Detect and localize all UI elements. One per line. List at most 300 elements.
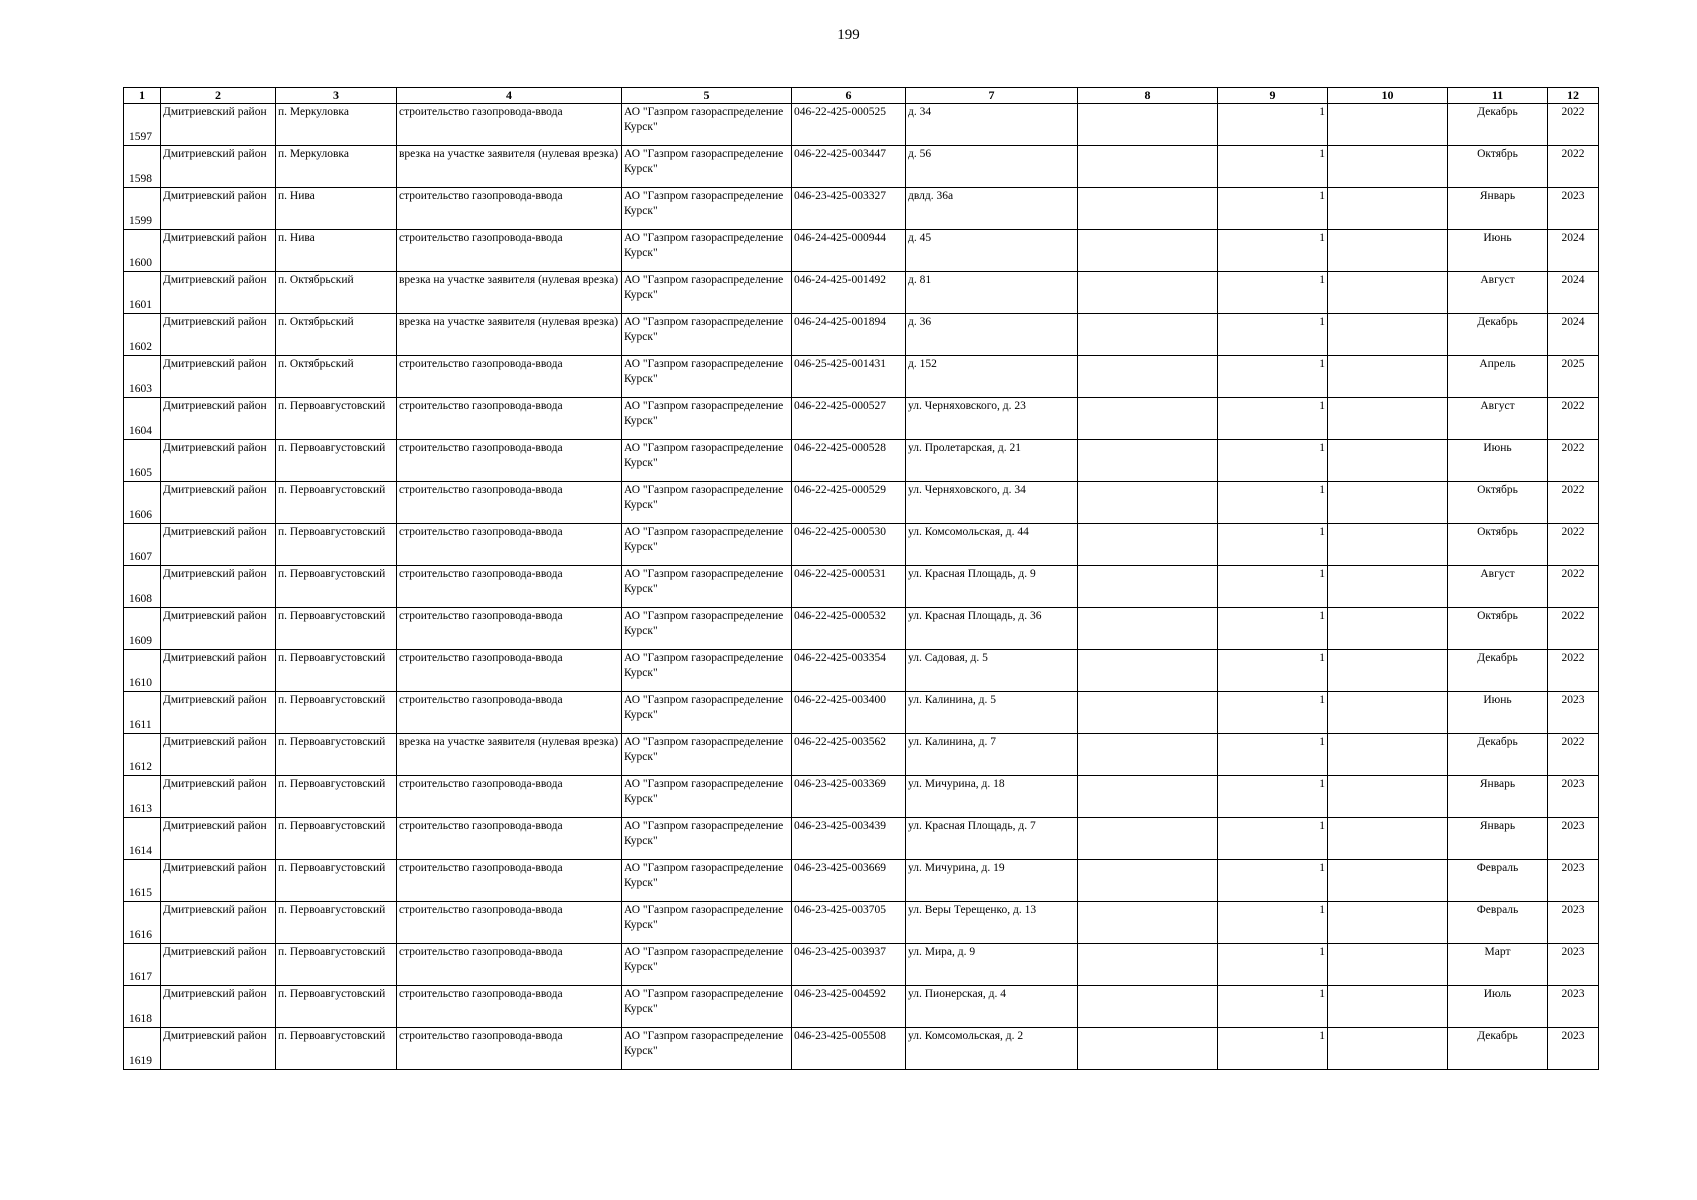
row-number: 1600: [124, 230, 161, 272]
column-10-cell: [1328, 944, 1448, 986]
address-cell: ул. Пролетарская, д. 21: [906, 440, 1078, 482]
quantity-cell: 1: [1218, 398, 1328, 440]
year-cell: 2023: [1548, 944, 1599, 986]
application-code-cell: 046-22-425-000532: [792, 608, 906, 650]
column-header: 8: [1078, 88, 1218, 104]
year-cell: 2022: [1548, 734, 1599, 776]
month-cell: Февраль: [1448, 860, 1548, 902]
address-cell: д. 56: [906, 146, 1078, 188]
address-cell: ул. Пионерская, д. 4: [906, 986, 1078, 1028]
year-cell: 2023: [1548, 860, 1599, 902]
settlement-cell: п. Первоавгустовский: [276, 902, 397, 944]
organization-cell: АО "Газпром газораспределение Курск": [622, 776, 792, 818]
column-8-cell: [1078, 734, 1218, 776]
settlement-cell: п. Первоавгустовский: [276, 608, 397, 650]
organization-cell: АО "Газпром газораспределение Курск": [622, 272, 792, 314]
quantity-cell: 1: [1218, 356, 1328, 398]
settlement-cell: п. Нива: [276, 188, 397, 230]
quantity-cell: 1: [1218, 146, 1328, 188]
month-cell: Январь: [1448, 776, 1548, 818]
work-type-cell: врезка на участке заявителя (нулевая врезка): [397, 734, 622, 776]
month-cell: Август: [1448, 566, 1548, 608]
application-code-cell: 046-23-425-003669: [792, 860, 906, 902]
settlement-cell: п. Первоавгустовский: [276, 734, 397, 776]
month-cell: Октябрь: [1448, 524, 1548, 566]
column-10-cell: [1328, 608, 1448, 650]
quantity-cell: 1: [1218, 104, 1328, 146]
address-cell: ул. Калинина, д. 5: [906, 692, 1078, 734]
year-cell: 2022: [1548, 608, 1599, 650]
column-header: 6: [792, 88, 906, 104]
district-cell: Дмитриевский район: [161, 650, 276, 692]
column-header: 1: [124, 88, 161, 104]
district-cell: Дмитриевский район: [161, 482, 276, 524]
column-8-cell: [1078, 692, 1218, 734]
application-code-cell: 046-22-425-003400: [792, 692, 906, 734]
year-cell: 2023: [1548, 692, 1599, 734]
quantity-cell: 1: [1218, 818, 1328, 860]
column-8-cell: [1078, 860, 1218, 902]
header-row: [124, 88, 1599, 104]
quantity-cell: 1: [1218, 440, 1328, 482]
row-number: 1603: [124, 356, 161, 398]
application-code-cell: 046-23-425-003705: [792, 902, 906, 944]
month-cell: Июнь: [1448, 692, 1548, 734]
row-number: 1602: [124, 314, 161, 356]
row-number: 1610: [124, 650, 161, 692]
quantity-cell: 1: [1218, 692, 1328, 734]
year-cell: 2023: [1548, 902, 1599, 944]
year-cell: 2023: [1548, 188, 1599, 230]
organization-cell: АО "Газпром газораспределение Курск": [622, 818, 792, 860]
application-code-cell: 046-24-425-001492: [792, 272, 906, 314]
quantity-cell: 1: [1218, 524, 1328, 566]
settlement-cell: п. Меркуловка: [276, 104, 397, 146]
application-code-cell: 046-23-425-003439: [792, 818, 906, 860]
year-cell: 2022: [1548, 482, 1599, 524]
year-cell: 2022: [1548, 650, 1599, 692]
district-cell: Дмитриевский район: [161, 986, 276, 1028]
row-number: 1611: [124, 692, 161, 734]
table-row: [124, 188, 1599, 230]
column-8-cell: [1078, 650, 1218, 692]
application-code-cell: 046-24-425-001894: [792, 314, 906, 356]
column-8-cell: [1078, 104, 1218, 146]
work-type-cell: строительство газопровода-ввода: [397, 860, 622, 902]
month-cell: Декабрь: [1448, 314, 1548, 356]
organization-cell: АО "Газпром газораспределение Курск": [622, 566, 792, 608]
work-type-cell: строительство газопровода-ввода: [397, 524, 622, 566]
month-cell: Декабрь: [1448, 1028, 1548, 1070]
organization-cell: АО "Газпром газораспределение Курск": [622, 104, 792, 146]
month-cell: Январь: [1448, 188, 1548, 230]
address-cell: ул. Калинина, д. 7: [906, 734, 1078, 776]
column-10-cell: [1328, 650, 1448, 692]
address-cell: ул. Садовая, д. 5: [906, 650, 1078, 692]
column-10-cell: [1328, 818, 1448, 860]
application-code-cell: 046-22-425-000527: [792, 398, 906, 440]
column-10-cell: [1328, 104, 1448, 146]
year-cell: 2024: [1548, 272, 1599, 314]
year-cell: 2022: [1548, 440, 1599, 482]
address-cell: д. 152: [906, 356, 1078, 398]
month-cell: Август: [1448, 272, 1548, 314]
address-cell: д. 81: [906, 272, 1078, 314]
row-number: 1607: [124, 524, 161, 566]
application-code-cell: 046-23-425-004592: [792, 986, 906, 1028]
year-cell: 2022: [1548, 146, 1599, 188]
column-header: 12: [1548, 88, 1599, 104]
organization-cell: АО "Газпром газораспределение Курск": [622, 188, 792, 230]
organization-cell: АО "Газпром газораспределение Курск": [622, 692, 792, 734]
quantity-cell: 1: [1218, 608, 1328, 650]
quantity-cell: 1: [1218, 650, 1328, 692]
table-row: [124, 1028, 1599, 1070]
district-cell: Дмитриевский район: [161, 944, 276, 986]
column-10-cell: [1328, 356, 1448, 398]
year-cell: 2023: [1548, 1028, 1599, 1070]
district-cell: Дмитриевский район: [161, 566, 276, 608]
month-cell: Октябрь: [1448, 146, 1548, 188]
work-type-cell: строительство газопровода-ввода: [397, 188, 622, 230]
work-type-cell: строительство газопровода-ввода: [397, 230, 622, 272]
quantity-cell: 1: [1218, 188, 1328, 230]
month-cell: Октябрь: [1448, 608, 1548, 650]
month-cell: Март: [1448, 944, 1548, 986]
organization-cell: АО "Газпром газораспределение Курск": [622, 230, 792, 272]
column-header: 9: [1218, 88, 1328, 104]
table-row: [124, 356, 1599, 398]
column-header: 10: [1328, 88, 1448, 104]
application-code-cell: 046-22-425-003354: [792, 650, 906, 692]
organization-cell: АО "Газпром газораспределение Курск": [622, 524, 792, 566]
work-type-cell: строительство газопровода-ввода: [397, 818, 622, 860]
column-10-cell: [1328, 860, 1448, 902]
organization-cell: АО "Газпром газораспределение Курск": [622, 1028, 792, 1070]
settlement-cell: п. Нива: [276, 230, 397, 272]
year-cell: 2022: [1548, 566, 1599, 608]
district-cell: Дмитриевский район: [161, 524, 276, 566]
column-8-cell: [1078, 1028, 1218, 1070]
column-8-cell: [1078, 566, 1218, 608]
quantity-cell: 1: [1218, 272, 1328, 314]
year-cell: 2023: [1548, 986, 1599, 1028]
quantity-cell: 1: [1218, 734, 1328, 776]
organization-cell: АО "Газпром газораспределение Курск": [622, 650, 792, 692]
column-8-cell: [1078, 398, 1218, 440]
table-row: [124, 902, 1599, 944]
organization-cell: АО "Газпром газораспределение Курск": [622, 146, 792, 188]
organization-cell: АО "Газпром газораспределение Курск": [622, 902, 792, 944]
month-cell: Декабрь: [1448, 650, 1548, 692]
settlement-cell: п. Октябрьский: [276, 314, 397, 356]
table-row: [124, 104, 1599, 146]
column-10-cell: [1328, 692, 1448, 734]
row-number: 1598: [124, 146, 161, 188]
column-header: 5: [622, 88, 792, 104]
table-header: [124, 88, 1599, 104]
month-cell: Декабрь: [1448, 734, 1548, 776]
month-cell: Июль: [1448, 986, 1548, 1028]
work-type-cell: строительство газопровода-ввода: [397, 440, 622, 482]
column-8-cell: [1078, 524, 1218, 566]
row-number: 1609: [124, 608, 161, 650]
settlement-cell: п. Первоавгустовский: [276, 440, 397, 482]
district-cell: Дмитриевский район: [161, 398, 276, 440]
table-row: [124, 608, 1599, 650]
column-10-cell: [1328, 986, 1448, 1028]
column-10-cell: [1328, 146, 1448, 188]
table-body: [124, 104, 1599, 1070]
address-cell: д. 36: [906, 314, 1078, 356]
column-header: 11: [1448, 88, 1548, 104]
organization-cell: АО "Газпром газораспределение Курск": [622, 314, 792, 356]
address-cell: ул. Черняховского, д. 23: [906, 398, 1078, 440]
district-cell: Дмитриевский район: [161, 818, 276, 860]
column-header: 3: [276, 88, 397, 104]
address-cell: д. 45: [906, 230, 1078, 272]
month-cell: Апрель: [1448, 356, 1548, 398]
application-code-cell: 046-22-425-000530: [792, 524, 906, 566]
work-type-cell: строительство газопровода-ввода: [397, 986, 622, 1028]
month-cell: Декабрь: [1448, 104, 1548, 146]
row-number: 1614: [124, 818, 161, 860]
organization-cell: АО "Газпром газораспределение Курск": [622, 860, 792, 902]
column-8-cell: [1078, 776, 1218, 818]
column-10-cell: [1328, 230, 1448, 272]
row-number: 1616: [124, 902, 161, 944]
table-row: [124, 524, 1599, 566]
organization-cell: АО "Газпром газораспределение Курск": [622, 440, 792, 482]
organization-cell: АО "Газпром газораспределение Курск": [622, 608, 792, 650]
district-cell: Дмитриевский район: [161, 440, 276, 482]
column-10-cell: [1328, 734, 1448, 776]
work-type-cell: строительство газопровода-ввода: [397, 944, 622, 986]
column-10-cell: [1328, 440, 1448, 482]
month-cell: Январь: [1448, 818, 1548, 860]
settlement-cell: п. Октябрьский: [276, 272, 397, 314]
month-cell: Февраль: [1448, 902, 1548, 944]
quantity-cell: 1: [1218, 482, 1328, 524]
column-8-cell: [1078, 944, 1218, 986]
table-row: [124, 440, 1599, 482]
address-cell: ул. Мичурина, д. 19: [906, 860, 1078, 902]
row-number: 1597: [124, 104, 161, 146]
application-code-cell: 046-22-425-000528: [792, 440, 906, 482]
row-number: 1599: [124, 188, 161, 230]
quantity-cell: 1: [1218, 566, 1328, 608]
column-10-cell: [1328, 314, 1448, 356]
year-cell: 2022: [1548, 104, 1599, 146]
application-code-cell: 046-24-425-000944: [792, 230, 906, 272]
district-cell: Дмитриевский район: [161, 272, 276, 314]
work-type-cell: строительство газопровода-ввода: [397, 482, 622, 524]
table-row: [124, 314, 1599, 356]
work-type-cell: строительство газопровода-ввода: [397, 650, 622, 692]
district-cell: Дмитриевский район: [161, 902, 276, 944]
column-8-cell: [1078, 230, 1218, 272]
application-code-cell: 046-23-425-003327: [792, 188, 906, 230]
row-number: 1617: [124, 944, 161, 986]
address-cell: ул. Красная Площадь, д. 9: [906, 566, 1078, 608]
address-cell: двлд. 36а: [906, 188, 1078, 230]
work-type-cell: врезка на участке заявителя (нулевая врезка): [397, 314, 622, 356]
work-type-cell: строительство газопровода-ввода: [397, 104, 622, 146]
work-type-cell: строительство газопровода-ввода: [397, 902, 622, 944]
column-10-cell: [1328, 524, 1448, 566]
address-cell: ул. Мичурина, д. 18: [906, 776, 1078, 818]
column-8-cell: [1078, 986, 1218, 1028]
register-table: [123, 87, 1599, 1070]
address-cell: ул. Комсомольская, д. 2: [906, 1028, 1078, 1070]
quantity-cell: 1: [1218, 902, 1328, 944]
column-10-cell: [1328, 1028, 1448, 1070]
table-row: [124, 398, 1599, 440]
district-cell: Дмитриевский район: [161, 860, 276, 902]
row-number: 1608: [124, 566, 161, 608]
row-number: 1619: [124, 1028, 161, 1070]
settlement-cell: п. Первоавгустовский: [276, 524, 397, 566]
table-row: [124, 566, 1599, 608]
table-row: [124, 944, 1599, 986]
column-header: 4: [397, 88, 622, 104]
column-8-cell: [1078, 272, 1218, 314]
column-8-cell: [1078, 314, 1218, 356]
column-8-cell: [1078, 902, 1218, 944]
month-cell: Июнь: [1448, 440, 1548, 482]
year-cell: 2022: [1548, 524, 1599, 566]
settlement-cell: п. Первоавгустовский: [276, 776, 397, 818]
quantity-cell: 1: [1218, 1028, 1328, 1070]
table-row: [124, 692, 1599, 734]
application-code-cell: 046-22-425-000531: [792, 566, 906, 608]
settlement-cell: п. Первоавгустовский: [276, 398, 397, 440]
column-10-cell: [1328, 566, 1448, 608]
district-cell: Дмитриевский район: [161, 608, 276, 650]
row-number: 1618: [124, 986, 161, 1028]
column-8-cell: [1078, 188, 1218, 230]
application-code-cell: 046-25-425-001431: [792, 356, 906, 398]
table-row: [124, 272, 1599, 314]
settlement-cell: п. Первоавгустовский: [276, 482, 397, 524]
settlement-cell: п. Первоавгустовский: [276, 860, 397, 902]
settlement-cell: п. Октябрьский: [276, 356, 397, 398]
quantity-cell: 1: [1218, 944, 1328, 986]
column-10-cell: [1328, 902, 1448, 944]
row-number: 1612: [124, 734, 161, 776]
work-type-cell: строительство газопровода-ввода: [397, 566, 622, 608]
column-10-cell: [1328, 776, 1448, 818]
table-row: [124, 650, 1599, 692]
year-cell: 2024: [1548, 314, 1599, 356]
page-number: 199: [837, 27, 860, 43]
row-number: 1604: [124, 398, 161, 440]
district-cell: Дмитриевский район: [161, 1028, 276, 1070]
district-cell: Дмитриевский район: [161, 692, 276, 734]
address-cell: ул. Черняховского, д. 34: [906, 482, 1078, 524]
application-code-cell: 046-23-425-003369: [792, 776, 906, 818]
address-cell: ул. Мира, д. 9: [906, 944, 1078, 986]
year-cell: 2023: [1548, 776, 1599, 818]
district-cell: Дмитриевский район: [161, 146, 276, 188]
address-cell: ул. Красная Площадь, д. 7: [906, 818, 1078, 860]
organization-cell: АО "Газпром газораспределение Курск": [622, 734, 792, 776]
settlement-cell: п. Первоавгустовский: [276, 650, 397, 692]
settlement-cell: п. Первоавгустовский: [276, 692, 397, 734]
year-cell: 2023: [1548, 818, 1599, 860]
quantity-cell: 1: [1218, 986, 1328, 1028]
application-code-cell: 046-22-425-003562: [792, 734, 906, 776]
table-row: [124, 818, 1599, 860]
application-code-cell: 046-22-425-003447: [792, 146, 906, 188]
settlement-cell: п. Первоавгустовский: [276, 1028, 397, 1070]
organization-cell: АО "Газпром газораспределение Курск": [622, 944, 792, 986]
column-10-cell: [1328, 398, 1448, 440]
application-code-cell: 046-22-425-000525: [792, 104, 906, 146]
column-8-cell: [1078, 356, 1218, 398]
district-cell: Дмитриевский район: [161, 776, 276, 818]
year-cell: 2024: [1548, 230, 1599, 272]
column-header: 2: [161, 88, 276, 104]
application-code-cell: 046-23-425-005508: [792, 1028, 906, 1070]
organization-cell: АО "Газпром газораспределение Курск": [622, 482, 792, 524]
organization-cell: АО "Газпром газораспределение Курск": [622, 398, 792, 440]
application-code-cell: 046-22-425-000529: [792, 482, 906, 524]
district-cell: Дмитриевский район: [161, 356, 276, 398]
address-cell: ул. Комсомольская, д. 44: [906, 524, 1078, 566]
month-cell: Октябрь: [1448, 482, 1548, 524]
column-10-cell: [1328, 482, 1448, 524]
organization-cell: АО "Газпром газораспределение Курск": [622, 356, 792, 398]
column-header: 7: [906, 88, 1078, 104]
district-cell: Дмитриевский район: [161, 188, 276, 230]
table-row: [124, 986, 1599, 1028]
work-type-cell: строительство газопровода-ввода: [397, 692, 622, 734]
settlement-cell: п. Первоавгустовский: [276, 818, 397, 860]
quantity-cell: 1: [1218, 776, 1328, 818]
table-row: [124, 776, 1599, 818]
column-8-cell: [1078, 146, 1218, 188]
column-8-cell: [1078, 440, 1218, 482]
table-row: [124, 482, 1599, 524]
settlement-cell: п. Первоавгустовский: [276, 566, 397, 608]
row-number: 1613: [124, 776, 161, 818]
quantity-cell: 1: [1218, 230, 1328, 272]
month-cell: Август: [1448, 398, 1548, 440]
work-type-cell: строительство газопровода-ввода: [397, 608, 622, 650]
row-number: 1605: [124, 440, 161, 482]
table-row: [124, 230, 1599, 272]
address-cell: д. 34: [906, 104, 1078, 146]
district-cell: Дмитриевский район: [161, 104, 276, 146]
work-type-cell: строительство газопровода-ввода: [397, 398, 622, 440]
quantity-cell: 1: [1218, 860, 1328, 902]
year-cell: 2025: [1548, 356, 1599, 398]
work-type-cell: строительство газопровода-ввода: [397, 356, 622, 398]
quantity-cell: 1: [1218, 314, 1328, 356]
settlement-cell: п. Первоавгустовский: [276, 986, 397, 1028]
table-row: [124, 734, 1599, 776]
work-type-cell: строительство газопровода-ввода: [397, 1028, 622, 1070]
district-cell: Дмитриевский район: [161, 734, 276, 776]
address-cell: ул. Красная Площадь, д. 36: [906, 608, 1078, 650]
column-8-cell: [1078, 818, 1218, 860]
settlement-cell: п. Меркуловка: [276, 146, 397, 188]
settlement-cell: п. Первоавгустовский: [276, 944, 397, 986]
organization-cell: АО "Газпром газораспределение Курск": [622, 986, 792, 1028]
work-type-cell: строительство газопровода-ввода: [397, 776, 622, 818]
year-cell: 2022: [1548, 398, 1599, 440]
